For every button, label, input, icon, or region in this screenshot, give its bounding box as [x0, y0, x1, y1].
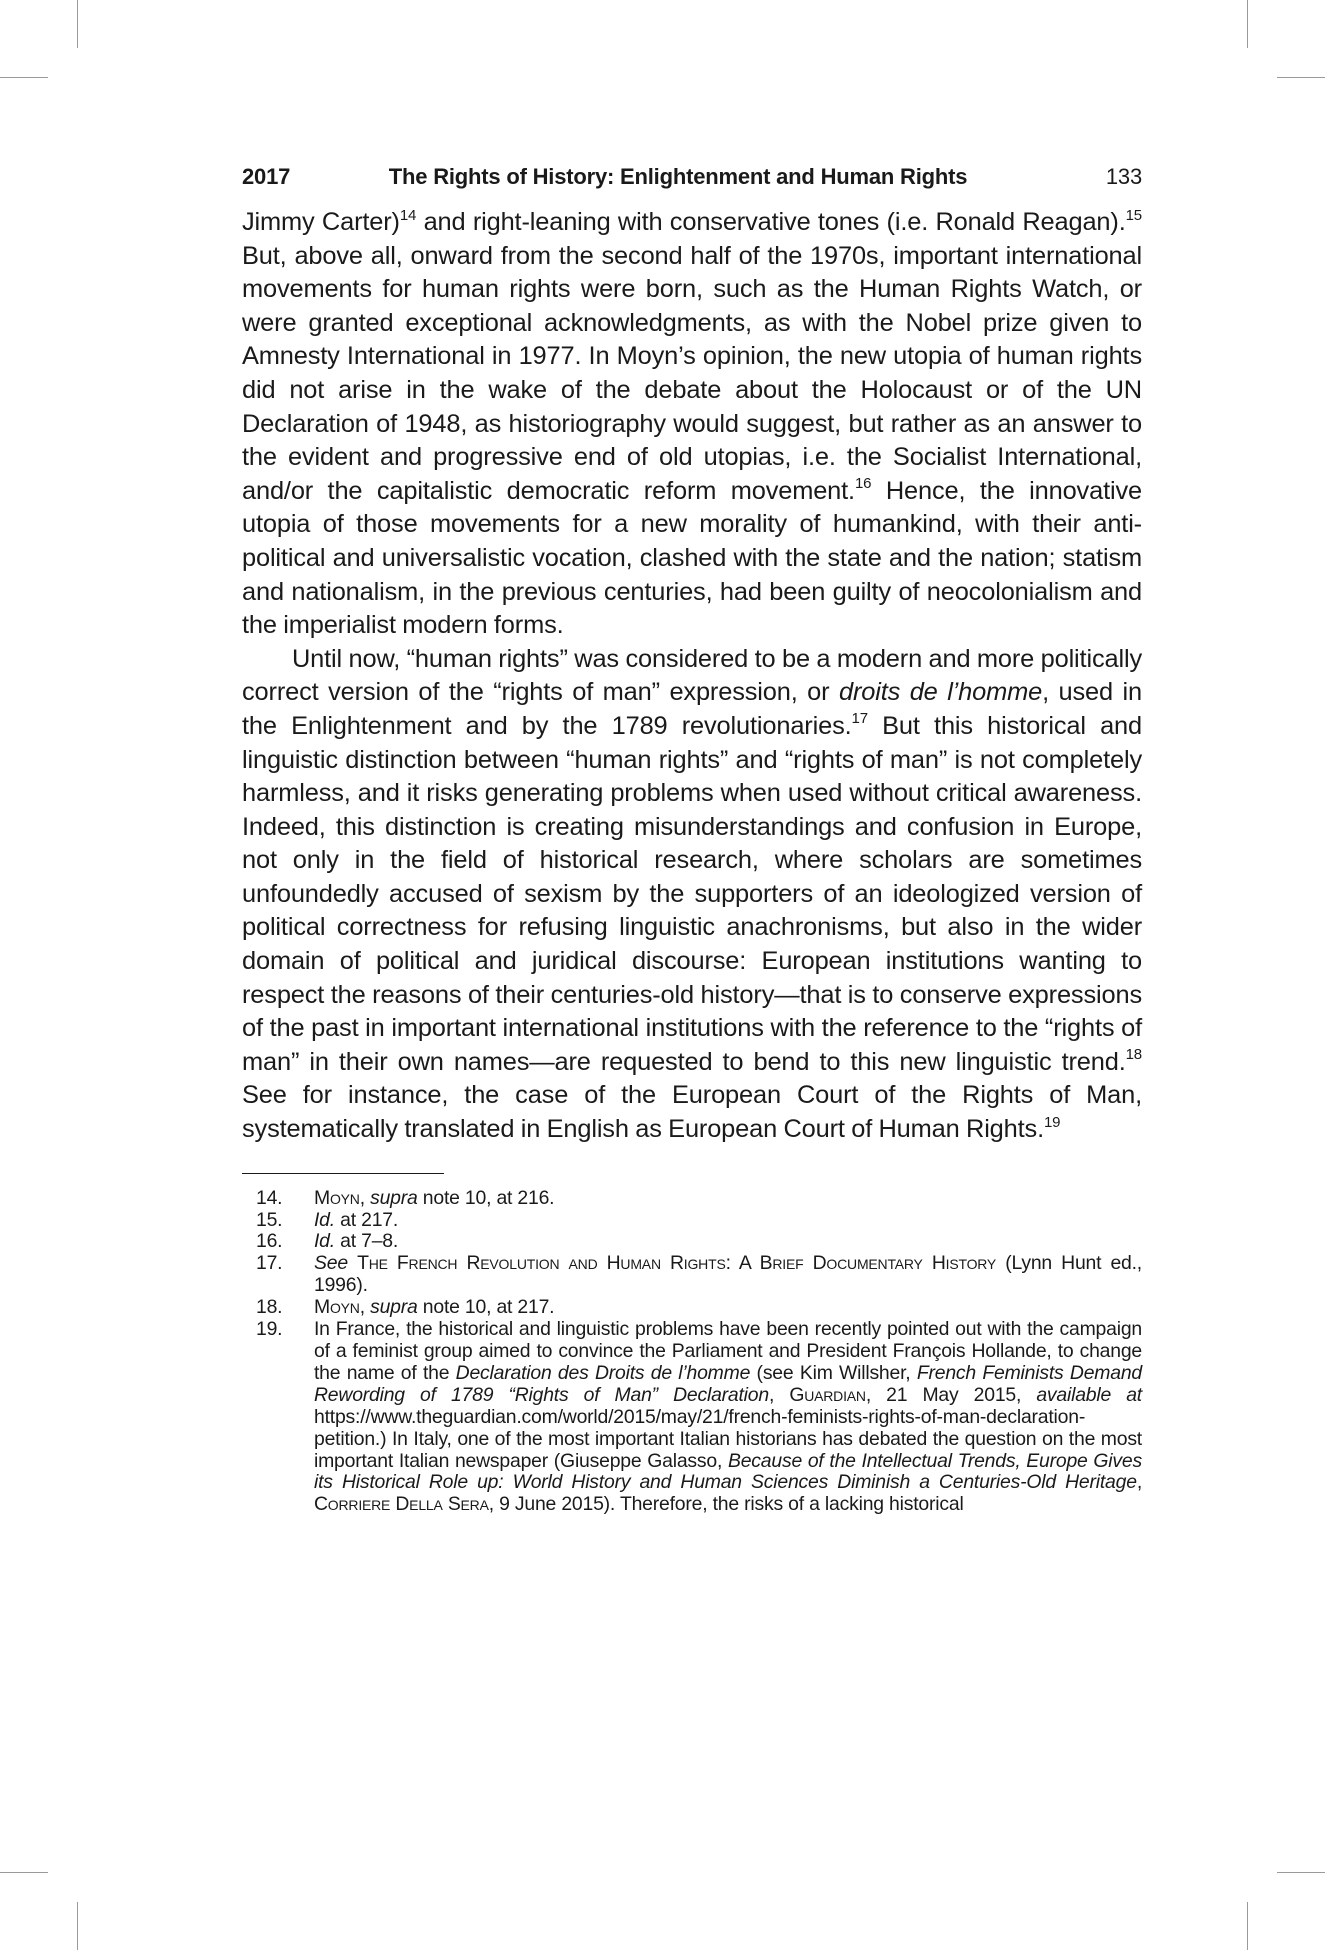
- footnote-number: 19.: [256, 1318, 283, 1341]
- footnote-ref-19[interactable]: 19: [1043, 1113, 1061, 1131]
- footnote-ref-17[interactable]: 17: [851, 710, 868, 728]
- body-text: [242, 206, 1142, 1147]
- header-year: 2017: [242, 164, 291, 189]
- crop-mark: [0, 77, 48, 78]
- footnote-14: [242, 1188, 1142, 1210]
- footnote-ref-14[interactable]: 14: [399, 206, 417, 224]
- crop-mark: [1247, 0, 1248, 48]
- footnote-15: [242, 1210, 1142, 1232]
- footnote-19: [242, 1319, 1142, 1516]
- footnote-17: [242, 1253, 1142, 1297]
- footnote-number: 17.: [256, 1252, 283, 1275]
- footnote-text: See The French Revolution and Human Rights: A Brief Documentary History (Lynn Hunt ed., 1996).: [314, 1252, 1142, 1297]
- crop-mark: [77, 0, 78, 48]
- footnote-text: Moyn, supra note 10, at 217.: [314, 1296, 555, 1319]
- crop-mark: [1277, 77, 1325, 78]
- footnote-18: [242, 1297, 1142, 1319]
- footnote-text: Id. at 217.: [314, 1208, 399, 1231]
- footnote-number: 15.: [256, 1208, 283, 1231]
- footnote-text: Moyn, supra note 10, at 216.: [314, 1186, 555, 1209]
- journal-page: [242, 164, 1142, 1516]
- footnote-divider: [242, 1173, 444, 1174]
- paragraph-2: Until now, “human rights” was considered to be a modern and more politically correct version of the “rights of man” expression, or droits de l’homme, used in the Enlightenment and by the 1789 revolutionaries.$^{17}$ But this historical and linguistic distinction between “human rights” and “rights of man” is not completely harmless, and it risks generating problems when used without critical awareness. Indeed, this distinction is creating misunderstandings and confusion in Europe, not only in the field of historical research, where scholars are sometimes unfoundedly accused of sexism by the supporters of an ideologized version of political correctness for refusing linguistic anachronisms, but also in the wider domain of political and juridical discourse: European institutions wanting to respect the reasons of their centuries-old history—that is to conserve expressions of the past in important international institutions with the reference to the “rights of man” in their own names—are requested to bend to this new linguistic trend.$^{18}$ See for instance, the case of the European Court of the Rights of Man, systematically translated in English as European Court of Human Rights.$^{19}$: [242, 644, 1142, 1144]
- url-link[interactable]: https://www.theguardian.com/world/2015/may/21/french-feminists-rights-of-man-declaration-petition.) In Italy, one of the most important Italian historians has debated the question on the most important Italian newspaper (Giuseppe Galasso,: [314, 1405, 1142, 1472]
- page-number: 133: [1105, 164, 1142, 189]
- crop-mark: [1277, 1872, 1325, 1873]
- footnote-number: 18.: [256, 1296, 283, 1319]
- footnote-ref-16[interactable]: 16: [854, 475, 872, 493]
- footnotes: [242, 1188, 1142, 1517]
- crop-mark: [0, 1872, 48, 1873]
- footnote-text: In France, the historical and linguistic problems have been recently pointed out with the campaign of a feminist group aimed to convince the Parliament and President François Hollande, to change the name of the Declaration des Droits de l’homme (see Kim Willsher, French Feminists Demand Rewording of 1789 “Rights of Man” Declaration, Guardian, 21 May 2015, available at https://www.theguardian.com/world/2015/may/21/french-feminists-rights-of-man-declaration-petition.) In Italy, one of the most important Italian historians has debated the question on the most important Italian newspaper (Giuseppe Galasso, Because of the Intellectual Trends, Europe Gives its Historical Role up: World History and Human Sciences Diminish a Centuries-Old Heritage, Corriere Della Sera, 9 June 2015). Therefore, the risks of a lacking historical: [314, 1318, 1143, 1516]
- footnote-ref-18[interactable]: 18: [1125, 1046, 1142, 1064]
- running-header: [242, 164, 1142, 198]
- footnote-number: 16.: [256, 1230, 283, 1253]
- footnote-16: [242, 1231, 1142, 1253]
- header-title: The Rights of History: Enlightenment and Human Rights: [388, 164, 968, 189]
- footnote-number: 14.: [256, 1186, 283, 1209]
- footnote-ref-15[interactable]: 15: [1125, 206, 1142, 224]
- crop-mark: [1247, 1902, 1248, 1950]
- footnote-text: Id. at 7–8.: [314, 1230, 399, 1253]
- paragraph-1: Jimmy Carter)$^{14}$ and right-leaning with conservative tones (i.e. Ronald Reagan).$^{15}$ But, above all, onward from the second half of the 1970s, important international movements for human rights were born, such as the Human Rights Watch, or were granted exceptional acknowledgments, as with the Nobel prize given to Amnesty International in 1977. In Moyn’s opinion, the new utopia of human rights did not arise in the wake of the debate about the Holocaust or of the UN Declaration of 1948, as historiography would suggest, but rather as an answer to the evident and progressive end of old utopias, i.e. the Socialist International, and/or the capitalistic democratic reform movement.$^{16}$ Hence, the innovative utopia of those movements for a new morality of humankind, with their anti-political and universalistic vocation, clashed with the state and the nation; statism and nationalism, in the previous centuries, had been guilty of neocolonialism and the imperialist modern forms.: [242, 206, 1142, 640]
- crop-mark: [77, 1902, 78, 1950]
